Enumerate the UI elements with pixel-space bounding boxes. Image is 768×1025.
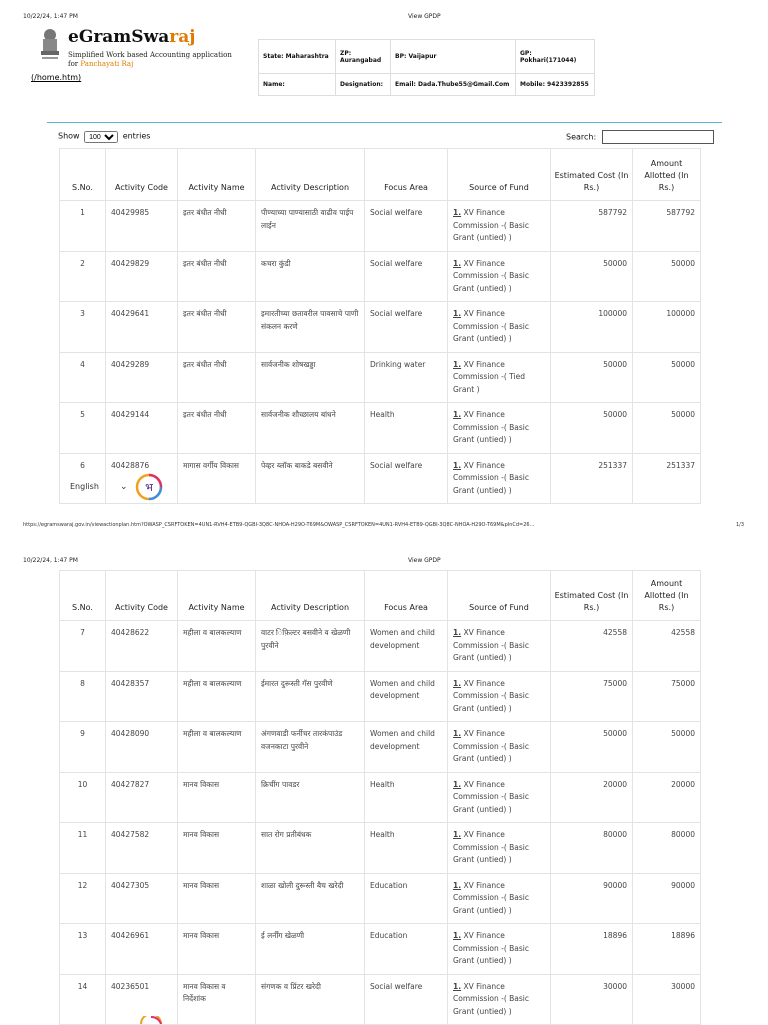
- column-header[interactable]: Activity Description: [256, 149, 365, 201]
- language-selector[interactable]: English ⌄: [70, 482, 128, 492]
- focus-area-cell: Women and child development: [365, 671, 448, 722]
- table-row: [60, 671, 701, 722]
- activity-name-cell: इतर बंधीत नीधी: [178, 403, 256, 454]
- table-header-row: [60, 571, 701, 621]
- activity-description-cell: पीण्याच्या पाण्यासाठी वाढीव पाईप लाईन: [256, 201, 365, 252]
- amount-allotted-cell: 42558: [633, 621, 701, 672]
- serial-number-cell: 5: [60, 403, 106, 454]
- column-header[interactable]: S.No.: [60, 571, 106, 621]
- serial-number-cell: 14: [60, 974, 106, 1025]
- source-of-fund-cell: 1. XV Finance Commission -( Basic Grant (untied) ): [448, 302, 551, 353]
- column-header[interactable]: Estimated Cost (In Rs.): [551, 571, 633, 621]
- svg-text:भ: भ: [145, 481, 153, 494]
- table-row: [60, 823, 701, 874]
- activity-table-continued: [59, 570, 701, 1025]
- name-cell: Name:: [259, 74, 336, 96]
- table-row: [60, 403, 701, 454]
- activity-code-cell: 40429144: [106, 403, 178, 454]
- serial-number-cell: 1: [60, 201, 106, 252]
- gp-info-table: [258, 39, 595, 96]
- source-of-fund-cell: 1. XV Finance Commission -( Basic Grant (untied) ): [448, 453, 551, 504]
- amount-allotted-cell: 75000: [633, 671, 701, 722]
- zp-cell: ZP: Aurangabad: [336, 40, 391, 74]
- serial-number-cell: 6: [60, 453, 106, 504]
- search-input[interactable]: [602, 130, 714, 144]
- column-header[interactable]: Activity Code: [106, 149, 178, 201]
- source-of-fund-cell: 1. XV Finance Commission -( Basic Grant (untied) ): [448, 823, 551, 874]
- activity-name-cell: मानव विकास: [178, 924, 256, 975]
- table-row: [60, 352, 701, 403]
- page-url: https://egramswaraj.gov.in/viewactionplan.htm?OWASP_CSRFTOKEN=4UN1-RVH4-ETB9-QGBI-3Q8C-NHOA-H29O-T69M&OWASP_CSRFTOKEN=4UN1-RVH4-ETB9-QGBI-3Q8C-NHOA-H29O-T69M&pInCd=26…: [23, 522, 535, 528]
- activity-name-cell: मानव विकास: [178, 823, 256, 874]
- activity-description-cell: अंगणवाडी फर्नीचर तारकंपाउंड वजनकाटा पुरवीने: [256, 722, 365, 773]
- focus-area-cell: Health: [365, 772, 448, 823]
- activity-description-cell: सात रोग प्रतीबंधक: [256, 823, 365, 874]
- estimated-cost-cell: 80000: [551, 823, 633, 874]
- focus-area-cell: Education: [365, 924, 448, 975]
- chevron-down-icon: ⌄: [120, 482, 128, 492]
- column-header[interactable]: S.No.: [60, 149, 106, 201]
- activity-description-cell: सार्वजनीक शोषखड्डा: [256, 352, 365, 403]
- estimated-cost-cell: 30000: [551, 974, 633, 1025]
- source-of-fund-cell: 1. XV Finance Commission -( Basic Grant (untied) ): [448, 403, 551, 454]
- activity-code-cell: 40427582: [106, 823, 178, 874]
- designation-cell: Designation:: [336, 74, 391, 96]
- bhashini-logo-icon: [138, 1016, 164, 1024]
- source-of-fund-cell: 1. XV Finance Commission -( Basic Grant (untied) ): [448, 722, 551, 773]
- activity-code-cell: 40428090: [106, 722, 178, 773]
- activity-code-cell: 40429985: [106, 201, 178, 252]
- focus-area-cell: Social welfare: [365, 201, 448, 252]
- activity-code-cell: 40429641: [106, 302, 178, 353]
- focus-area-cell: Drinking water: [365, 352, 448, 403]
- activity-name-cell: मानव विकास: [178, 873, 256, 924]
- table-header-row: [60, 149, 701, 201]
- home-link[interactable]: (/home.htm): [31, 73, 82, 82]
- activity-name-cell: मानव विकास: [178, 772, 256, 823]
- bp-cell: BP: Vaijapur: [391, 40, 516, 74]
- estimated-cost-cell: 50000: [551, 251, 633, 302]
- activity-code-cell: 40236501: [106, 974, 178, 1025]
- source-of-fund-cell: 1. XV Finance Commission -( Basic Grant (untied) ): [448, 772, 551, 823]
- estimated-cost-cell: 50000: [551, 352, 633, 403]
- column-header[interactable]: Amount Allotted (In Rs.): [633, 149, 701, 201]
- table-row: [60, 201, 701, 252]
- activity-description-cell: क्रिचींग पावडर: [256, 772, 365, 823]
- column-header[interactable]: Activity Code: [106, 571, 178, 621]
- activity-name-cell: इतर बंधीत नीधी: [178, 201, 256, 252]
- amount-allotted-cell: 50000: [633, 403, 701, 454]
- column-header[interactable]: Estimated Cost (In Rs.): [551, 149, 633, 201]
- page-number: 1/3: [736, 522, 745, 528]
- source-of-fund-cell: 1. XV Finance Commission -( Basic Grant (untied) ): [448, 621, 551, 672]
- activity-code-cell: 40428357: [106, 671, 178, 722]
- table-row: [60, 873, 701, 924]
- estimated-cost-cell: 50000: [551, 722, 633, 773]
- table-row: [60, 722, 701, 773]
- activity-description-cell: ईमारत दुरूस्ती गॅस पुरवीणे: [256, 671, 365, 722]
- gp-cell: GP: Pokhari(171044): [516, 40, 595, 74]
- focus-area-cell: Education: [365, 873, 448, 924]
- estimated-cost-cell: 20000: [551, 772, 633, 823]
- source-of-fund-cell: 1. XV Finance Commission -( Basic Grant (untied) ): [448, 974, 551, 1025]
- search-control: Search:: [566, 130, 714, 144]
- activity-name-cell: महीला व बालकल्याण: [178, 621, 256, 672]
- table-row: [60, 924, 701, 975]
- estimated-cost-cell: 75000: [551, 671, 633, 722]
- serial-number-cell: 9: [60, 722, 106, 773]
- activity-description-cell: संगणक व प्रिंटर खरेदी: [256, 974, 365, 1025]
- source-of-fund-cell: 1. XV Finance Commission -( Tied Grant ): [448, 352, 551, 403]
- activity-name-cell: इतर बंधीत नीधी: [178, 302, 256, 353]
- source-of-fund-cell: 1. XV Finance Commission -( Basic Grant (untied) ): [448, 671, 551, 722]
- entries-control: Show 100 entries: [58, 131, 150, 143]
- section-divider: [47, 122, 722, 123]
- activity-name-cell: इतर बंधीत नीधी: [178, 352, 256, 403]
- source-of-fund-cell: 1. XV Finance Commission -( Basic Grant (untied) ): [448, 873, 551, 924]
- activity-table: [59, 148, 701, 504]
- serial-number-cell: 12: [60, 873, 106, 924]
- activity-code-cell: 40426961: [106, 924, 178, 975]
- activity-description-cell: सार्वजनीक शौच्छालय बांधने: [256, 403, 365, 454]
- estimated-cost-cell: 42558: [551, 621, 633, 672]
- amount-allotted-cell: 100000: [633, 302, 701, 353]
- national-emblem-icon: [38, 27, 62, 63]
- amount-allotted-cell: 50000: [633, 722, 701, 773]
- focus-area-cell: Health: [365, 403, 448, 454]
- activity-description-cell: शाळा खोली दुरूस्ती बैच खरेदी: [256, 873, 365, 924]
- print-datetime: 10/22/24, 1:47 PM: [23, 13, 78, 20]
- serial-number-cell: 10: [60, 772, 106, 823]
- column-header[interactable]: Activity Name: [178, 149, 256, 201]
- activity-code-cell: 40428876: [106, 453, 178, 504]
- serial-number-cell: 11: [60, 823, 106, 874]
- column-header[interactable]: Amount Allotted (In Rs.): [633, 571, 701, 621]
- column-header[interactable]: Activity Description: [256, 571, 365, 621]
- amount-allotted-cell: 587792: [633, 201, 701, 252]
- activity-code-cell: 40428622: [106, 621, 178, 672]
- email-cell: Email: Dada.Thube55@Gmail.Com: [391, 74, 516, 96]
- activity-code-cell: 40427827: [106, 772, 178, 823]
- estimated-cost-cell: 50000: [551, 403, 633, 454]
- table-row: [60, 302, 701, 353]
- source-of-fund-cell: 1. XV Finance Commission -( Basic Grant (untied) ): [448, 251, 551, 302]
- serial-number-cell: 2: [60, 251, 106, 302]
- amount-allotted-cell: 20000: [633, 772, 701, 823]
- activity-name-cell: इतर बंधीत नीधी: [178, 251, 256, 302]
- brand-name: eGramSwaraj: [68, 27, 196, 47]
- serial-number-cell: 4: [60, 352, 106, 403]
- bhashini-logo-icon[interactable]: [135, 473, 163, 501]
- activity-description-cell: ई लर्नींग खेळणी: [256, 924, 365, 975]
- source-of-fund-cell: 1. XV Finance Commission -( Basic Grant (untied) ): [448, 924, 551, 975]
- table-row: [60, 772, 701, 823]
- focus-area-cell: Social welfare: [365, 302, 448, 353]
- source-of-fund-cell: 1. XV Finance Commission -( Basic Grant (untied) ): [448, 201, 551, 252]
- estimated-cost-cell: 587792: [551, 201, 633, 252]
- amount-allotted-cell: 50000: [633, 251, 701, 302]
- focus-area-cell: Women and child development: [365, 621, 448, 672]
- amount-allotted-cell: 30000: [633, 974, 701, 1025]
- activity-name-cell: महीला व बालकल्याण: [178, 671, 256, 722]
- activity-description-cell: इमारतीच्या छतावरील पावसाचे पाणी संकलन करणे: [256, 302, 365, 353]
- estimated-cost-cell: 100000: [551, 302, 633, 353]
- activity-name-cell: महीला व बालकल्याण: [178, 722, 256, 773]
- activity-code-cell: 40427305: [106, 873, 178, 924]
- print-title: View GPDP: [408, 13, 441, 20]
- table-row: [60, 251, 701, 302]
- serial-number-cell: 3: [60, 302, 106, 353]
- serial-number-cell: 13: [60, 924, 106, 975]
- amount-allotted-cell: 90000: [633, 873, 701, 924]
- estimated-cost-cell: 18896: [551, 924, 633, 975]
- entries-select[interactable]: [84, 131, 118, 143]
- column-header[interactable]: Focus Area: [365, 149, 448, 201]
- estimated-cost-cell: 90000: [551, 873, 633, 924]
- focus-area-cell: Social welfare: [365, 251, 448, 302]
- amount-allotted-cell: 50000: [633, 352, 701, 403]
- activity-description-cell: पेव्हर ब्लॉक बाकडे बसवीने: [256, 453, 365, 504]
- serial-number-cell: 8: [60, 671, 106, 722]
- amount-allotted-cell: 18896: [633, 924, 701, 975]
- focus-area-cell: Health: [365, 823, 448, 874]
- focus-area-cell: Social welfare: [365, 974, 448, 1025]
- amount-allotted-cell: 251337: [633, 453, 701, 504]
- activity-name-cell: मानव विकास व निर्देशांक: [178, 974, 256, 1025]
- table-row: [60, 621, 701, 672]
- activity-description-cell: कचरा कुंडी: [256, 251, 365, 302]
- state-cell: State: Maharashtra: [259, 40, 336, 74]
- amount-allotted-cell: 80000: [633, 823, 701, 874]
- column-header[interactable]: Focus Area: [365, 571, 448, 621]
- activity-code-cell: 40429289: [106, 352, 178, 403]
- activity-description-cell: वाटर िफ़िल्टर बसवीने व खेळणी पुरवीने: [256, 621, 365, 672]
- mobile-cell: Mobile: 9423392855: [516, 74, 595, 96]
- column-header[interactable]: Source of Fund: [448, 571, 551, 621]
- estimated-cost-cell: 251337: [551, 453, 633, 504]
- focus-area-cell: Social welfare: [365, 453, 448, 504]
- column-header[interactable]: Activity Name: [178, 571, 256, 621]
- brand-tagline: Simplified Work based Accounting application for Panchayati Raj: [68, 51, 232, 68]
- activity-name-cell: मागास वर्गीय विकास: [178, 453, 256, 504]
- column-header[interactable]: Source of Fund: [448, 149, 551, 201]
- activity-code-cell: 40429829: [106, 251, 178, 302]
- serial-number-cell: 7: [60, 621, 106, 672]
- focus-area-cell: Women and child development: [365, 722, 448, 773]
